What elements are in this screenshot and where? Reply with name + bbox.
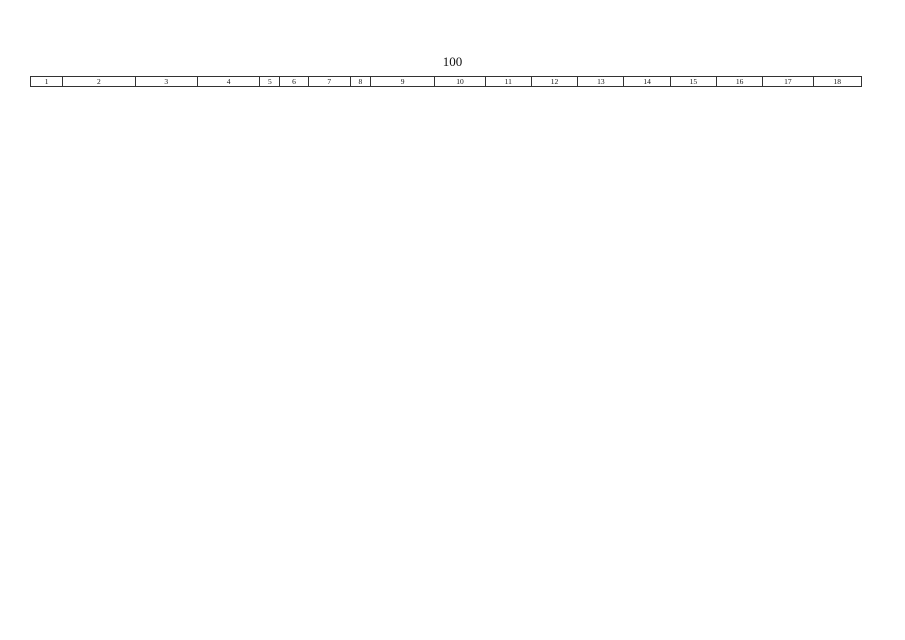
column-number: 2 <box>63 77 135 87</box>
column-number: 9 <box>370 77 434 87</box>
column-number: 13 <box>578 77 624 87</box>
column-number: 10 <box>435 77 485 87</box>
column-number: 15 <box>670 77 716 87</box>
budget-table <box>30 76 862 87</box>
column-number: 6 <box>280 77 308 87</box>
column-number: 16 <box>716 77 762 87</box>
column-number: 12 <box>531 77 577 87</box>
column-number: 3 <box>135 77 197 87</box>
column-number: 7 <box>308 77 350 87</box>
column-number-row <box>31 77 862 87</box>
page-number: 100 <box>442 54 463 69</box>
column-number: 1 <box>31 77 63 87</box>
column-number: 17 <box>763 77 813 87</box>
column-number: 8 <box>350 77 370 87</box>
column-number: 5 <box>260 77 280 87</box>
column-number: 4 <box>197 77 259 87</box>
column-number: 11 <box>485 77 531 87</box>
column-number: 14 <box>624 77 670 87</box>
column-number: 18 <box>813 77 861 87</box>
